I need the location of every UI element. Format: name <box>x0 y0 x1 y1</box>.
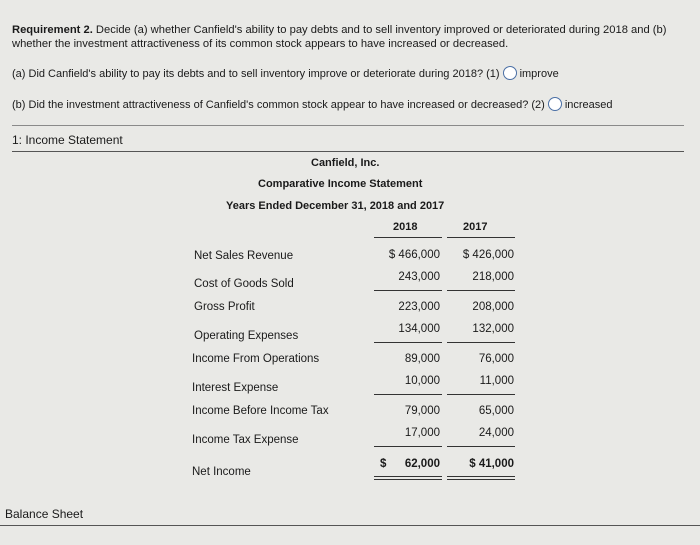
statement-title: Comparative Income Statement <box>258 178 423 190</box>
requirement-text <box>12 23 682 51</box>
net-income-2018-symbol: $ <box>380 458 387 470</box>
income-from-operations-2017: 76,000 <box>478 353 514 365</box>
divider-income <box>12 151 684 152</box>
net-income-2017: $ 41,000 <box>469 458 514 470</box>
income-before-tax-2017: 65,000 <box>478 405 514 417</box>
row-label-income-from-operations: Income From Operations <box>192 353 320 365</box>
improve-radio[interactable] <box>503 66 517 80</box>
improve-option-label: improve <box>519 67 559 80</box>
section-balance-sheet[interactable]: Balance Sheet <box>5 507 84 521</box>
row-label-net-income: Net Income <box>192 466 251 478</box>
question-a-text: (a) Did Canfield's ability to pay its debts and to sell inventory improve or deteriorate during 2018? (1) <box>12 67 500 80</box>
divider-top <box>12 125 684 126</box>
column-2017: 2017 <box>463 221 488 233</box>
net-sales-2017: $ 426,000 <box>462 249 514 261</box>
col-2017-underline <box>447 237 515 238</box>
row-label-interest-expense: Interest Expense <box>192 382 279 394</box>
company-name: Canfield, Inc. <box>311 157 380 169</box>
col-2018-underline <box>374 237 442 238</box>
opex-2018-underline <box>374 342 442 343</box>
income-from-operations-2018: 89,000 <box>404 353 440 365</box>
opex-2017-underline <box>447 342 515 343</box>
row-label-cogs: Cost of Goods Sold <box>194 278 294 290</box>
cogs-2018: 243,000 <box>398 271 440 283</box>
operating-expenses-2018: 134,000 <box>398 323 440 335</box>
section-income-statement[interactable]: 1: Income Statement <box>12 133 123 147</box>
income-tax-2017: 24,000 <box>478 427 514 439</box>
row-label-income-before-tax: Income Before Income Tax <box>192 405 329 417</box>
requirement-body: Decide (a) whether Canfield's ability to pay debts and to sell inventory improved or deteriorated during 2018 and (b) whether the investment attractiveness of its common stock appears to have increased or decreased. <box>12 24 667 50</box>
question-b-text: (b) Did the investment attractiveness of Canfield's common stock appear to have increased or decreased? (2) <box>12 98 545 111</box>
income-before-tax-2018: 79,000 <box>404 405 440 417</box>
question-b <box>12 97 613 113</box>
interest-expense-2018: 10,000 <box>404 375 440 387</box>
net-income-2018: 62,000 <box>404 458 440 470</box>
net-income-2017-double-underline <box>447 476 515 480</box>
requirement-label: Requirement 2. <box>12 24 93 36</box>
statement-period: Years Ended December 31, 2018 and 2017 <box>226 200 445 212</box>
cogs-2018-underline <box>374 290 442 291</box>
tax-2018-underline <box>374 446 442 447</box>
net-sales-2018: $ 466,000 <box>388 249 440 261</box>
income-tax-2018: 17,000 <box>404 427 440 439</box>
net-income-2018-double-underline <box>374 476 442 480</box>
increased-radio[interactable] <box>548 97 562 111</box>
row-label-net-sales: Net Sales Revenue <box>194 250 294 262</box>
tax-2017-underline <box>447 446 515 447</box>
row-label-gross-profit: Gross Profit <box>194 301 255 313</box>
interest-expense-2017: 11,000 <box>479 375 514 387</box>
cogs-2017: 218,000 <box>472 271 514 283</box>
interest-2018-underline <box>374 394 442 395</box>
gross-profit-2017: 208,000 <box>472 301 514 313</box>
column-2018: 2018 <box>393 221 418 233</box>
gross-profit-2018: 223,000 <box>398 301 440 313</box>
question-a <box>12 66 559 82</box>
divider-balance <box>0 525 700 526</box>
row-label-income-tax: Income Tax Expense <box>192 434 299 446</box>
interest-2017-underline <box>447 394 515 395</box>
increased-option-label: increased <box>564 98 613 111</box>
row-label-operating-expenses: Operating Expenses <box>194 330 299 342</box>
operating-expenses-2017: 132,000 <box>472 323 514 335</box>
cogs-2017-underline <box>447 290 515 291</box>
